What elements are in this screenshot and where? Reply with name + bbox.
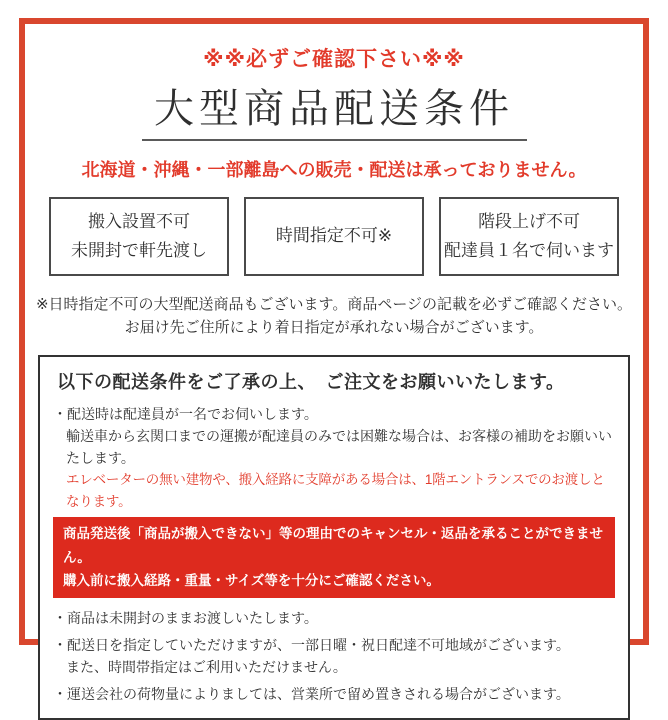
conditions-box (38, 355, 630, 720)
restriction-box-carry-in (49, 197, 229, 276)
red-warning-line: エレベーターの無い建物や、搬入経路に支障がある場合は、1階エントランスでのお渡しとなります。 (66, 472, 605, 509)
box-line: 配達員１名で伺います (444, 240, 614, 260)
confirm-notice: ※※必ずご確認下さい※※ (203, 48, 465, 71)
restriction-box-time (244, 197, 424, 276)
delivery-note-line: ※日時指定不可の大型配送商品もございます。商品ページの記載を必ずご確認ください。 (35, 296, 633, 313)
page-title: 大型商品配送条件 (154, 87, 514, 131)
alert-line: 商品発送後「商品が搬入できない」等の理由でのキャンセル・返品を承ることができません。 (63, 525, 603, 565)
restriction-boxes (25, 197, 643, 276)
box-line: 搬入設置不可 (88, 211, 190, 231)
condition-item-unopened (53, 607, 615, 629)
restriction-box-stairs (439, 197, 619, 276)
box-line: 未開封で軒先渡し (71, 240, 207, 260)
page-frame (19, 18, 649, 703)
bullet-line: ・運送会社の荷物量によりましては、営業所で留め置きされる場合がございます。 (53, 686, 570, 703)
delivery-note (25, 294, 643, 339)
bullet-line: ・配送日を指定していただけますが、一部日曜・祝日配達不可地域がございます。 (53, 636, 570, 653)
box-line: 階段上げ不可 (478, 211, 580, 231)
bullet-continuation: また、時間帯指定はご利用いただけません。 (66, 659, 347, 676)
alert-banner (53, 517, 615, 598)
condition-item-delivery-staff (53, 403, 615, 598)
region-restriction-note: 北海道・沖縄・一部離島への販売・配送は承っておりません。 (81, 160, 587, 180)
box-line: 時間指定不可※ (275, 226, 393, 246)
alert-line: 購入前に搬入経路・重量・サイズ等を十分にご確認ください。 (63, 573, 440, 589)
bullet-line: ・商品は未開封のままお渡しいたします。 (53, 609, 318, 626)
delivery-note-line: お届け先ご住所により着日指定が承れない場合がございます。 (124, 318, 544, 336)
condition-item-carrier-hold (53, 683, 615, 705)
conditions-heading: 以下の配送条件をご了承の上、 ご注文をお願いいたします。 (57, 372, 565, 392)
bullet-line: ・配送時は配達員が一名でお伺いします。 (53, 406, 318, 422)
bullet-continuation: 輸送車から玄関口までの運搬が配達員のみでは困難な場合は、お客様の補助をお願いいたします。 (66, 428, 612, 467)
condition-item-delivery-date (53, 634, 615, 678)
title-underline (142, 139, 527, 141)
